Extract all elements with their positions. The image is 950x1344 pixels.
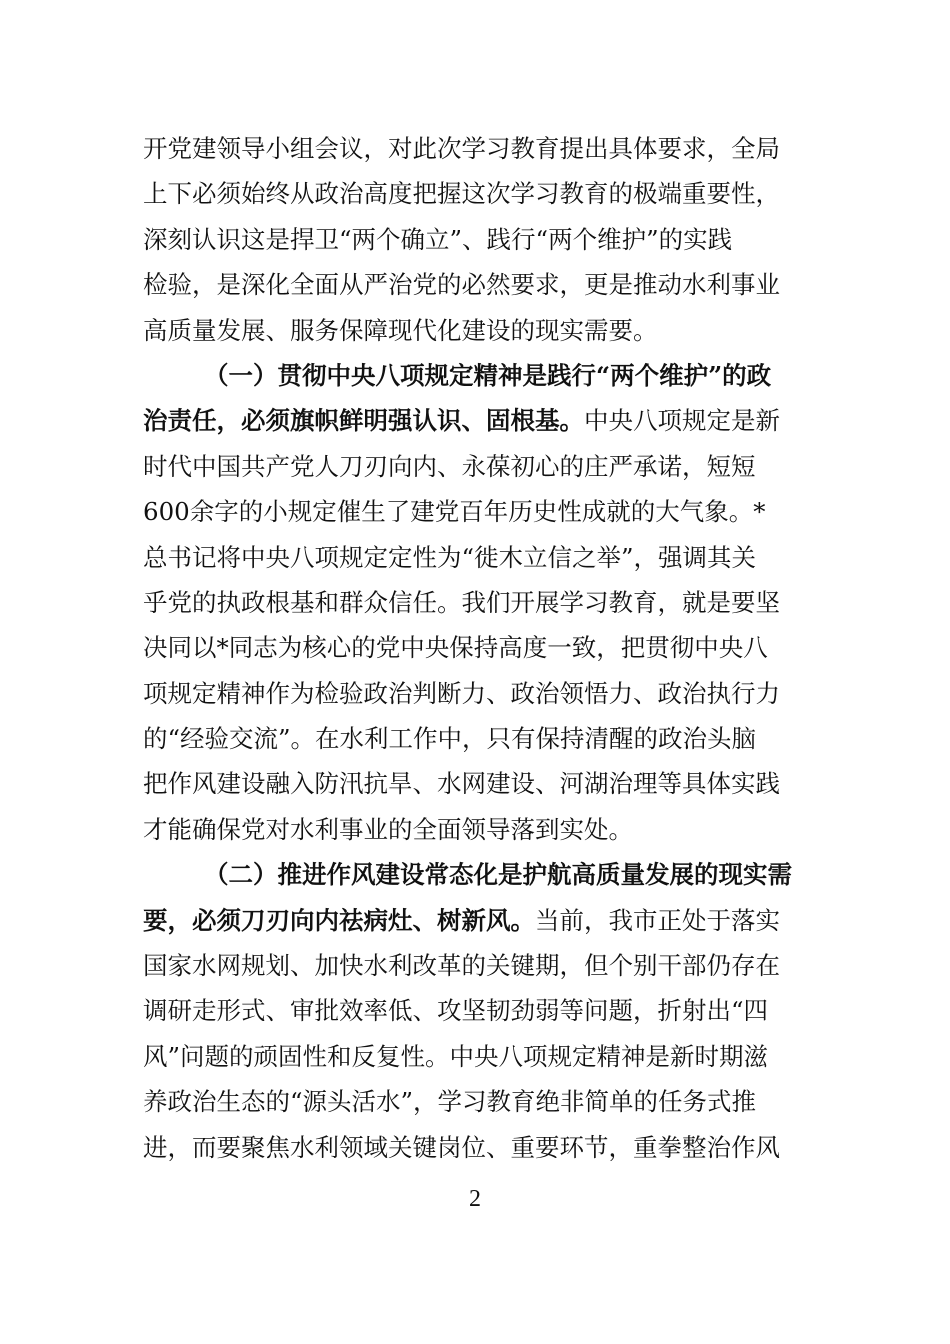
bold-heading-text: （二）推进作风建设常态化是护航高质量发展的现实需: [204, 860, 792, 890]
page-number: 2: [469, 1186, 481, 1212]
text-line: 高质量发展、服务保障现代化建设的现实需要。: [143, 315, 658, 345]
bold-heading-text: 要，必须刀刃向内祛病灶、树新风。: [143, 905, 535, 935]
section-heading-2-cont: [143, 898, 809, 943]
section-heading-2: [143, 852, 809, 897]
text-line: 把作风建设融入防汛抗旱、水网建设、河湖治理等具体实践: [143, 769, 780, 799]
text-line: 的“经验交流”。在水利工作中，只有保持清醒的政治头脑: [143, 724, 757, 754]
text-line: 进，而要聚焦水利领域关键岗位、重要环节，重拳整治作风: [143, 1132, 780, 1162]
text-line: 养政治生态的“源头活水”，学习教育绝非简单的任务式推: [143, 1087, 757, 1117]
text-line: 600余字的小规定催生了建党百年历史性成就的大气象。*: [143, 497, 766, 527]
text-line: 乎党的执政根基和群众信任。我们开展学习教育，就是要坚: [143, 587, 780, 617]
text-line: 开党建领导小组会议，对此次学习教育提出具体要求，全局: [143, 134, 780, 163]
text-line: 深刻认识这是捍卫“两个确立”、践行“两个维护”的实践: [143, 224, 733, 254]
text-line: 总书记将中央八项规定定性为“徙木立信之举”，强调其关: [143, 542, 757, 572]
text-line: 才能确保党对水利事业的全面领导落到实处。: [143, 814, 633, 844]
bold-heading-text: （一）贯彻中央八项规定精神是践行“两个维护”的政: [204, 360, 772, 390]
text-line: 上下必须始终从政治高度把握这次学习教育的极端重要性，: [143, 179, 780, 209]
section-heading-1-cont: [143, 398, 809, 443]
body-text: [143, 126, 809, 1170]
text-line: 国家水网规划、加快水利改革的关键期，但个别干部仍存在: [143, 951, 780, 981]
section-heading-1: [143, 353, 809, 398]
text-line: 决同以*同志为核心的党中央保持高度一致，把贯彻中央八: [143, 633, 768, 663]
text-line: 调研走形式、审批效率低、攻坚韧劲弱等问题，折射出“四: [143, 996, 769, 1026]
text-line: 时代中国共产党人刀刃向内、永葆初心的庄严承诺，短短: [143, 451, 756, 481]
text-line: 检验，是深化全面从严治党的必然要求，更是推动水利事业: [143, 270, 780, 300]
text-run: 当前，我市正处于落实: [535, 905, 780, 935]
text-line: 项规定精神作为检验政治判断力、政治领悟力、政治执行力: [143, 678, 780, 708]
text-run: 中央八项规定是新: [584, 406, 780, 436]
bold-heading-text: 治责任，必须旗帜鲜明强认识、固根基。: [143, 406, 584, 436]
text-line: 风”问题的顽固性和反复性。中央八项规定精神是新时期滋: [143, 1041, 769, 1071]
